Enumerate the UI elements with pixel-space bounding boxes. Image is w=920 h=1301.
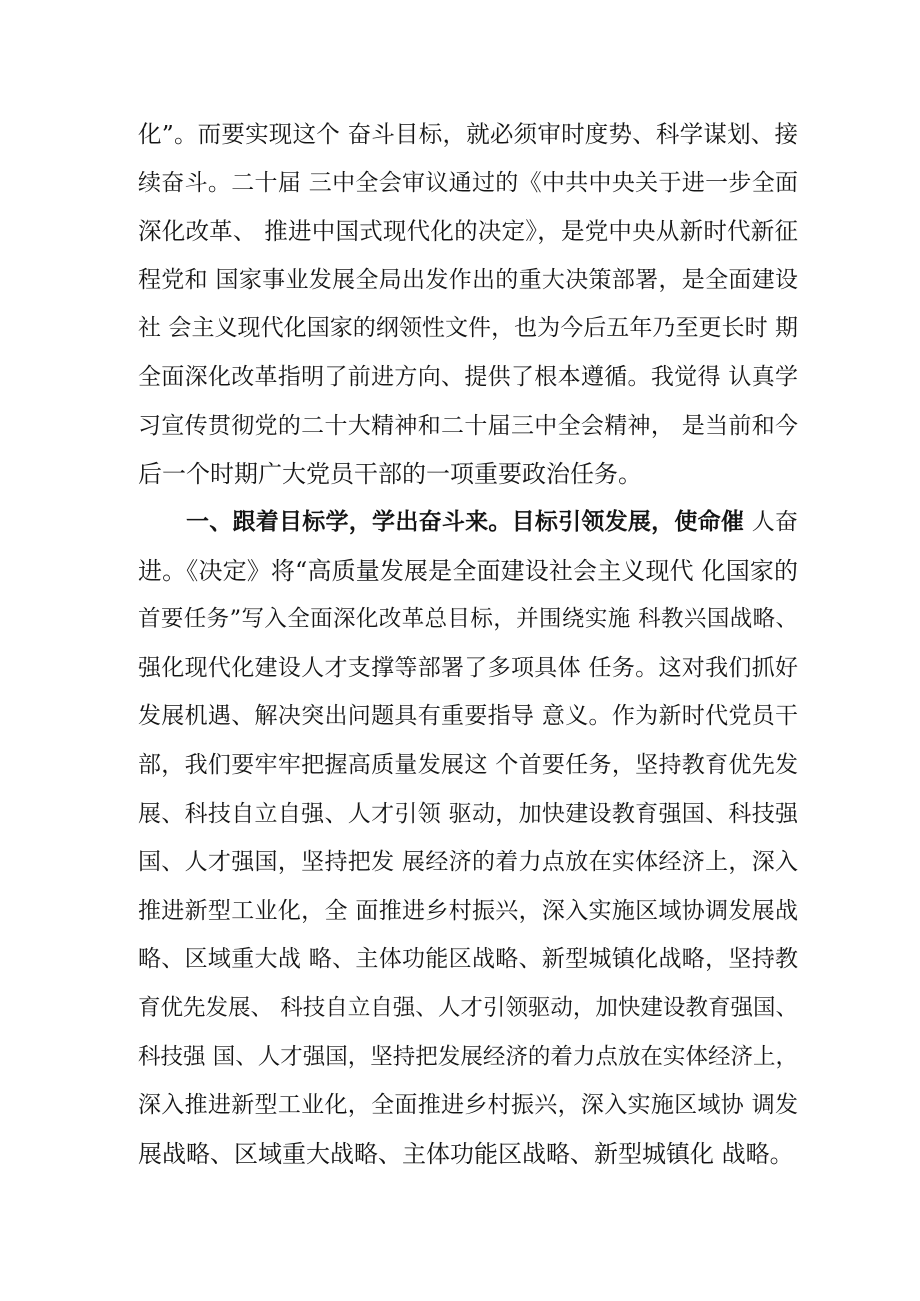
text-line: 程党和 国家事业发展全局出发作出的重大决策部署，是全面建设 xyxy=(138,266,798,293)
text-line: 化”。而要实现这个 奋斗目标，就必须审时度势、科学谋划、接 xyxy=(138,120,798,148)
text-line: 部，我们要牢牢把握高质量发展这 个首要任务，坚持教育优先发 xyxy=(138,751,798,778)
heading-line-rest: 人奋 xyxy=(744,509,799,535)
paragraph-2 xyxy=(138,498,798,1178)
text-line: 强化现代化建设人才支撑等部署了多项具体 任务。这对我们抓好 xyxy=(138,654,798,681)
text-line: 育优先发展、 科技自立自强、人才引领驱动，加快建设教育强国、 xyxy=(138,994,798,1021)
text-line: 深化改革、 推进中国式现代化的决定》，是党中央从新时代新征 xyxy=(138,217,798,246)
text-line: 进。《决定》将“高质量发展是全面建设社会主义现代 化国家的 xyxy=(138,556,798,585)
text-line: 首要任务”写入全面深化改革总目标，并围绕实施 科教兴国战略、 xyxy=(138,606,798,633)
text-line: 国、人才强国，坚持把发 展经济的着力点放在实体经济上，深入 xyxy=(138,849,798,876)
text-line: 展战略、区域重大战略、主体功能区战略、新型城镇化 战略。 xyxy=(138,1139,794,1168)
text-line: 略、区域重大战 略、主体功能区战略、新型城镇化战略，坚持教 xyxy=(138,946,798,973)
text-line: 推进新型工业化，全 面推进乡村振兴，深入实施区域协调发展战 xyxy=(138,897,798,924)
text-line: 全面深化改革指明了前进方向、提供了根本遵循。我觉得 认真学 xyxy=(138,363,798,390)
text-line: 深入推进新型工业化，全面推进乡村振兴，深入实施区域协 调发 xyxy=(138,1092,798,1119)
text-line: 后一个时期广大党员干部的一项重要政治任务。 xyxy=(138,460,642,489)
text-line: 社 会主义现代化国家的纲领性文件，也为今后五年乃至更长时 期 xyxy=(138,315,798,342)
text-line: 续奋斗。二十届 三中全会审议通过的《中共中央关于进一步全面 xyxy=(138,169,798,196)
text-line: 习宣传贯彻党的二十大精神和二十届三中全会精神， 是当前和今 xyxy=(138,412,798,439)
paragraph-1 xyxy=(138,110,798,499)
text-line: 科技强 国、人才强国，坚持把发展经济的着力点放在实体经济上， xyxy=(138,1043,798,1070)
section-heading: 一、跟着目标学，学出奋斗来。目标引领发展，使命催 xyxy=(186,509,745,535)
text-line: 发展机遇、解决突出问题具有重要指导 意义。作为新时代党员干 xyxy=(138,703,798,730)
heading-line xyxy=(138,498,798,547)
text-line: 展、科技自立自强、人才引领 驱动，加快建设教育强国、科技强 xyxy=(138,800,798,827)
